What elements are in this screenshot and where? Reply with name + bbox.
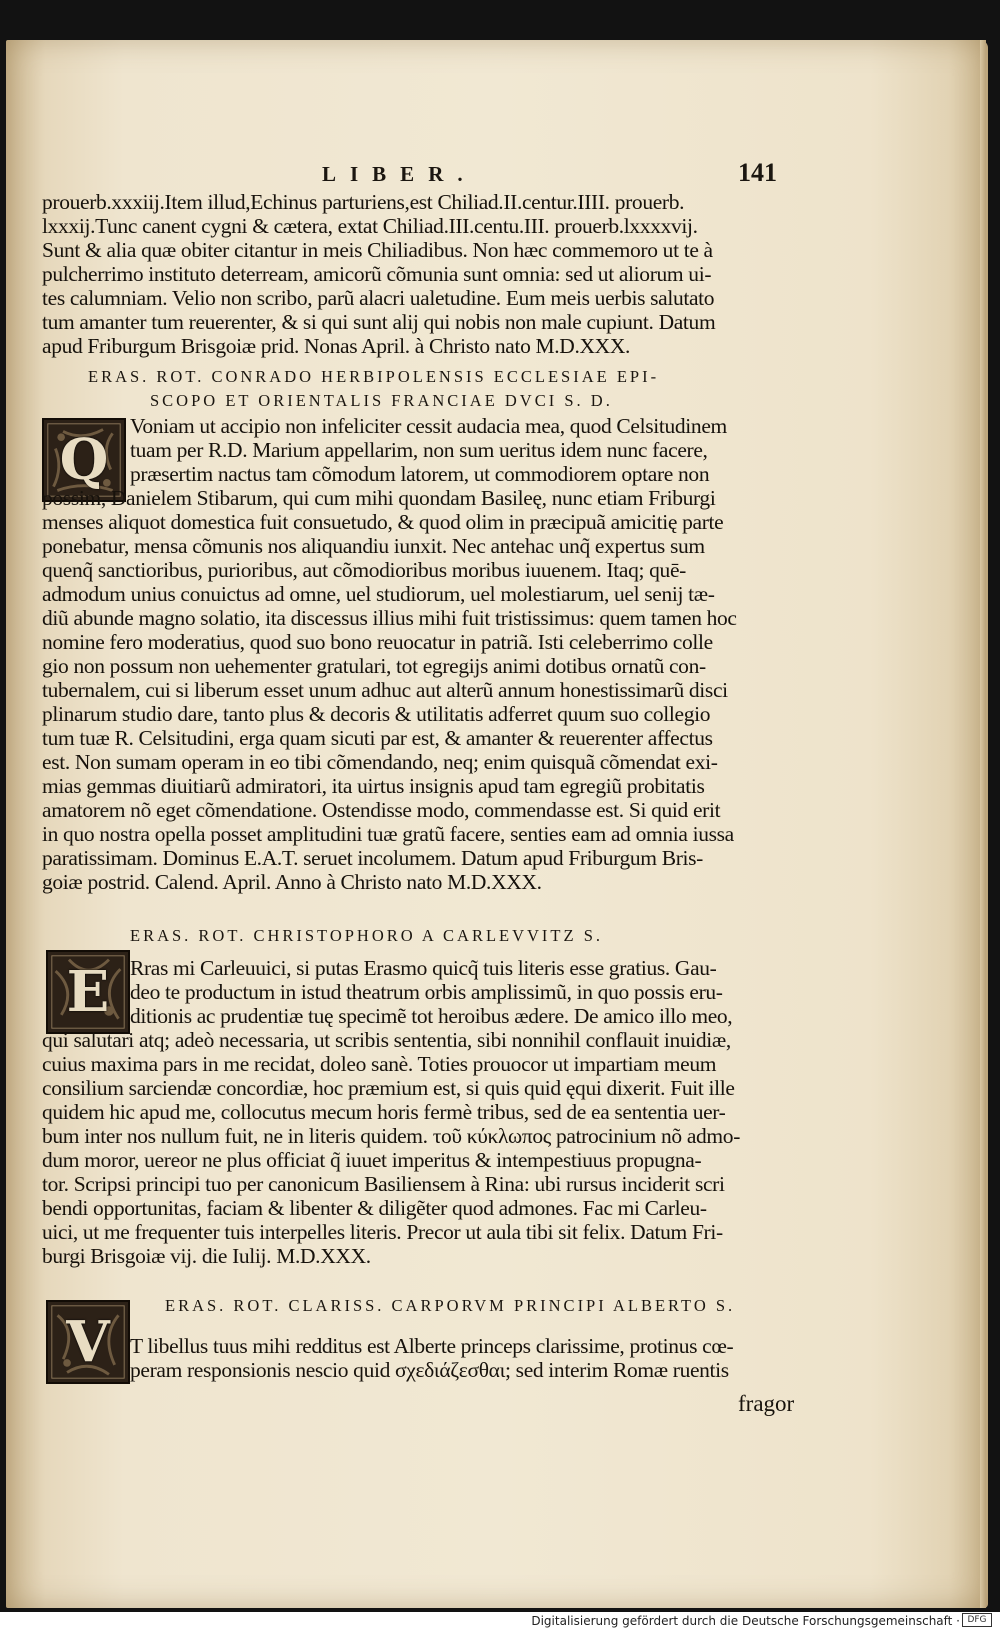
text-line: Voniam ut accipio non infeliciter cessit audacia mea, quod Celsitudinem	[130, 414, 727, 438]
text-line: mias gemmas diuitiarũ admiratori, ita uirtus insignis apud tam egregiũ probitatis	[42, 774, 705, 798]
text-line: tubernalem, cui si liberum esset unum adhuc aut alterũ annum honestissimarũ disci	[42, 678, 728, 702]
text-line: in quo nostra opella posset amplitudini tuæ gratũ facere, senties eam ad omnia iussa	[42, 822, 734, 846]
text-line: deo te productum in istud theatrum orbis amplissimũ, in quo possis eru-	[130, 980, 723, 1004]
running-title: LIBER.	[322, 162, 477, 186]
text-line: peram responsionis nescio quid σχεδιάζεσθαι; sed interim Romæ ruentis	[130, 1358, 729, 1382]
text-line: gio non possum non uehementer gratulari, tot egregijs animi dotibus ornatũ con-	[42, 654, 706, 678]
text-line: Rras mi Carleuuici, si putas Erasmo quicq̃ tuis literis esse gratius. Gau-	[130, 956, 717, 980]
text-line: plinarum studio dare, tanto plus & decoris & utilitatis adferret quum suo collegio	[42, 702, 711, 726]
decorated-initial	[46, 1300, 130, 1384]
text-line: tum tuæ R. Celsitudini, erga quam sicuti par est, & amanter & reuerenter affectus	[42, 726, 713, 750]
text-line: menses aliquot domestica fuit consuetudo, & quod olim in præcipuã amicitię parte	[42, 510, 724, 534]
text-line: possim, Danielem Stibarum, qui cum mihi quondam Basileę, nunc etiam Friburgi	[42, 486, 716, 510]
text-line: amatorem nõ eget cõmendatione. Ostendisse modo, commendasse est. Si quid erit	[42, 798, 721, 822]
text-line: T libellus tuus mihi redditus est Alberte princeps clarissime, protinus cœ-	[130, 1334, 734, 1358]
text-line: prouerb.xxxiij.Item illud,Echinus parturiens,est Chiliad.II.centur.IIII. prouerb.	[42, 190, 685, 214]
catchword: fragor	[738, 1391, 795, 1416]
text-line: ditionis ac prudentiæ tuę specimẽ tot heroibus ædere. De amico illo meo,	[130, 1004, 733, 1028]
running-head	[0, 158, 982, 192]
letter-heading: ERAS. ROT. CLARISS. CARPORVM PRINCIPI ALBERTO S.	[165, 1296, 736, 1315]
text-line: tum amanter tum reuerenter, & si qui sunt alij qui nobis non male cupiunt. Datum	[42, 310, 716, 334]
text-line: cuius maxima pars in me recidat, doleo sanè. Toties prouocor ut impartiam meum	[42, 1052, 717, 1076]
initial-letter: V	[66, 1309, 110, 1375]
letter-heading: SCOPO ET ORIENTALIS FRANCIAE DVCI S. D.	[150, 391, 613, 410]
text-line: bum inter nos nullum fuit, ne in literis quidem. τοῦ κύκλωπος patrocinium nõ admo-	[42, 1124, 741, 1148]
text-line: tor. Scripsi principi tuo per canonicum Basiliensem à Rina: ubi rursus inciderit scri	[42, 1172, 725, 1196]
text-line: paratissimam. Dominus E.A.T. seruet incolumem. Datum apud Friburgum Bris-	[42, 846, 703, 870]
text-line: diũ abunde magno solatio, ita discessus illius mihi fuit tristissimus: quem tamen hoc	[42, 606, 737, 630]
text-line: tuam per R.D. Marium appellarim, non sum ueritus idem nunc facere,	[130, 438, 708, 462]
page-edge	[980, 40, 986, 1608]
text-line: consilium sarciendæ concordiæ, hoc præmium est, si quis quid ęqui dixerit. Fuit ille	[42, 1076, 735, 1100]
text-line: apud Friburgum Brisgoiæ prid. Nonas April. à Christo nato M.D.XXX.	[42, 334, 631, 358]
text-line: quenq̃ sanctioribus, purioribus, aut cõmodioribus moribus iuuenem. Itaq; quē-	[42, 558, 686, 582]
text-line: nomine fero moderatius, quod suo bono reuocatur in patriã. Isti celeberrimo colle	[42, 630, 713, 654]
text-line: uici, ut me frequenter tuis interpelles literis. Precor ut aula tibi sit felix. Datum Fri-	[42, 1220, 723, 1244]
text-line: præsertim nactus tam cõmodum latorem, ut commodiorem optare non	[130, 462, 710, 486]
text-line: Sunt & alia quæ obiter citantur in meis Chiliadibus. Non hæc commemoro ut te à	[42, 238, 713, 262]
letter-heading: ERAS. ROT. CONRADO HERBIPOLENSIS ECCLESIAE EPI-	[88, 367, 660, 386]
text-line: lxxxij.Tunc canent cygni & cætera, extat Chiliad.III.centu.III. prouerb.lxxxxvij.	[42, 214, 698, 238]
text-line: dum moror, uereor ne plus officiat q̃ iuuet imperitus & intempestiuus propugna-	[42, 1148, 702, 1172]
text-line: ponebatur, mensa cõmunis nos aliquandiu iunxit. Nec antehac unq̃ expertus sum	[42, 534, 705, 558]
text-line: quidem hic apud me, collocutus mecum horis fermè tribus, sed de ea sententia uer-	[42, 1100, 726, 1124]
letter-heading: ERAS. ROT. CHRISTOPHORO A CARLEVVITZ S.	[130, 926, 604, 945]
text-line: goiæ postrid. Calend. April. Anno à Christo nato M.D.XXX.	[42, 870, 542, 894]
text-line: bendi opportunitas, faciam & libenter & diligẽter quod admones. Fac mi Carleu-	[42, 1196, 707, 1220]
text-line: burgi Brisgoiæ vij. die Iulij. M.D.XXX.	[42, 1244, 371, 1268]
funding-notice: Digitalisierung gefördert durch die Deutsche Forschungsgemeinschaft ·	[531, 1614, 960, 1628]
text-line: admodum unius conuictus ad omne, uel studiorum, uel molestiarum, uel senij tæ-	[42, 582, 715, 606]
dfg-logo-icon: DFG	[962, 1613, 992, 1627]
text-line: tes calumniam. Velio non scribo, parũ alacri ualetudine. Eum meis uerbis salutato	[42, 286, 715, 310]
initial-letter: E	[66, 959, 110, 1025]
decorated-initial	[46, 950, 130, 1034]
initial-letter: Q	[59, 427, 109, 493]
folio-number: 141	[738, 158, 777, 187]
text-line: pulcherrimo instituto deterream, amicorũ cõmunia sunt omnia: sed ut aliorum ui-	[42, 262, 712, 286]
text-line: est. Non sumam operam in eo tibi cõmendando, neq; enim quisquã cõmendat exi-	[42, 750, 718, 774]
text-line: qui salutari atq; adeò necessaria, ut scribis sententia, sibi nonnihil conflauit inuidiæ,	[42, 1028, 731, 1052]
